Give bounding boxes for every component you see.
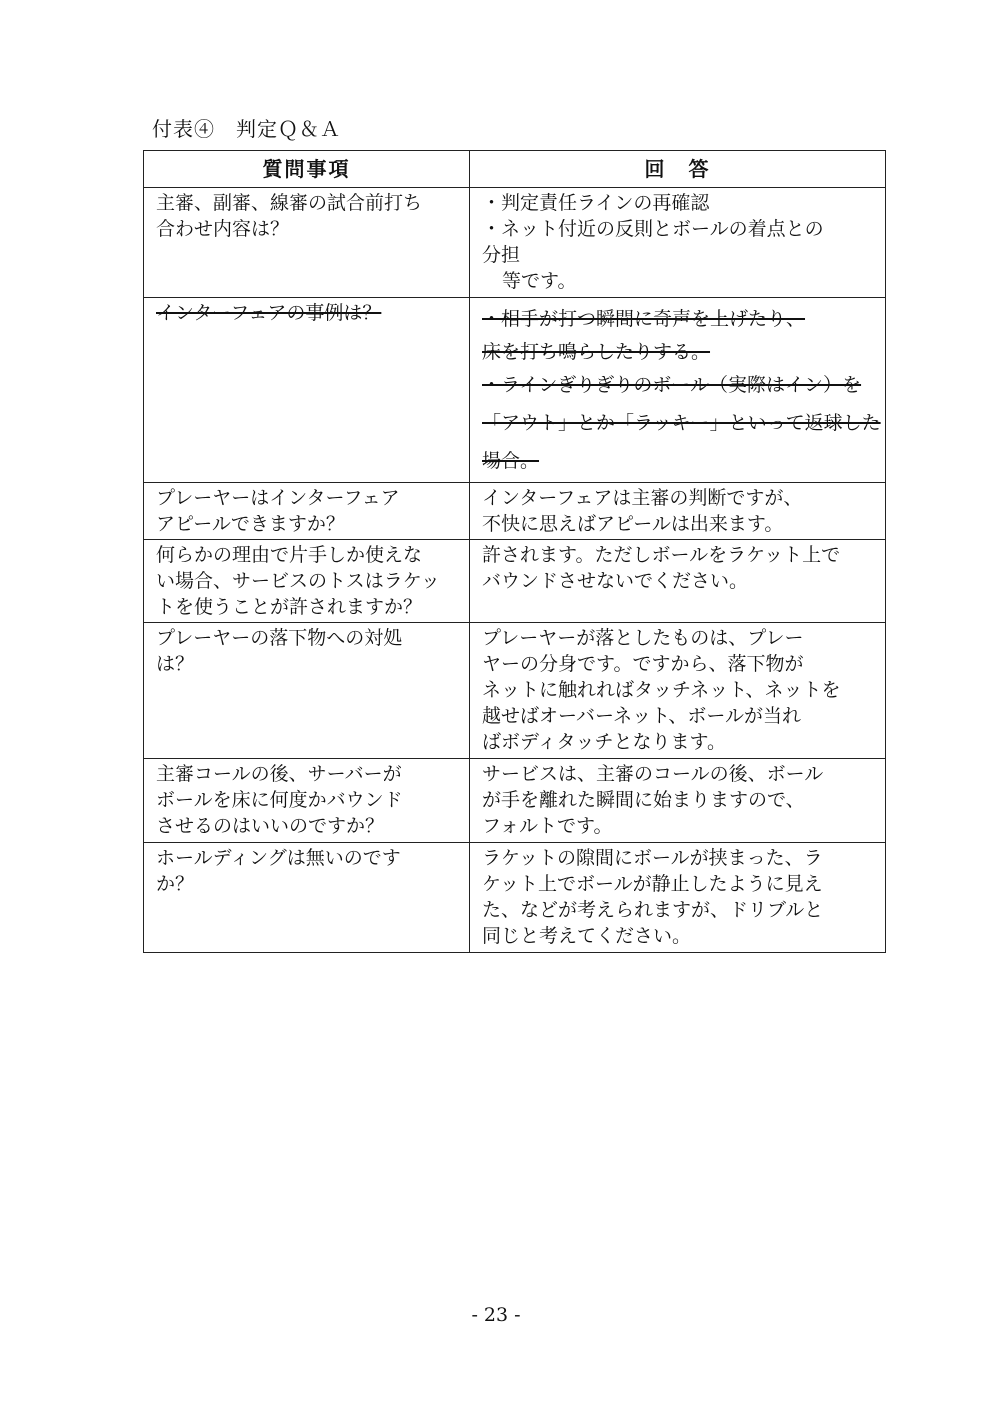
question-cell	[144, 483, 470, 540]
answer-line: インターフェアは主審の判断ですが、	[482, 487, 803, 509]
question-line: 合わせ内容は？	[156, 218, 290, 240]
answer-line: ・ネット付近の反則とボールの着点との	[482, 218, 824, 240]
question-line: させるのはいいのですか？	[156, 815, 385, 837]
answer-line: 分担	[482, 244, 521, 266]
question-line: ホールディングは無いのです	[156, 847, 401, 869]
table-row	[144, 483, 886, 540]
qa-table	[143, 150, 886, 953]
answer-line: が手を離れた瞬間に始まりますので、	[482, 789, 805, 811]
answer-line: ・相手が打つ瞬間に奇声を上げたり、	[482, 308, 806, 330]
question-line: トを使うことが許されますか？	[156, 596, 423, 618]
answer-line: バウンドさせないでください。	[482, 570, 749, 592]
question-line: インターフェアの事例は？	[156, 302, 382, 324]
header-answer: 回 答	[470, 151, 886, 188]
answer-cell	[470, 483, 886, 540]
question-line: プレーヤーはインターフェア	[156, 487, 400, 509]
table-row	[144, 623, 886, 759]
table-row	[144, 843, 886, 953]
answer-line: 床を打ち鳴らしたりする。	[482, 341, 711, 363]
answer-line: ばボディタッチとなります。	[482, 731, 726, 753]
question-cell	[144, 188, 470, 298]
table-row	[144, 759, 886, 843]
answer-cell	[470, 188, 886, 298]
page-number: - 23 -	[471, 1304, 521, 1326]
table-row	[144, 540, 886, 623]
question-cell	[144, 843, 470, 953]
answer-line: プレーヤーが落としたものは、プレー	[482, 627, 804, 649]
answer-line: 等です。	[502, 270, 577, 292]
header-question: 質問事項	[144, 151, 470, 188]
question-cell	[144, 759, 470, 843]
answer-line: 不快に思えばアピールは出来ます。	[482, 513, 784, 535]
answer-line: サービスは、主審のコールの後、ボール	[482, 763, 824, 785]
answer-line: 許されます。ただしボールをラケット上で	[482, 544, 841, 566]
question-cell	[144, 623, 470, 759]
answer-cell	[470, 623, 886, 759]
table-row-struck	[144, 298, 886, 483]
header-row	[144, 151, 886, 188]
question-line: プレーヤーの落下物への対処	[156, 627, 403, 649]
answer-line: 「アウト」とか「ラッキー」といって返球した	[482, 412, 881, 434]
question-line: アピールできますか？	[156, 513, 345, 535]
answer-line: 場合。	[482, 450, 540, 472]
answer-line: 同じと考えてください。	[482, 925, 692, 947]
question-cell	[144, 540, 470, 623]
table-row	[144, 188, 886, 298]
answer-cell	[470, 759, 886, 843]
answer-line: ケット上でボールが静止したように見え	[482, 873, 823, 895]
question-line: い場合、サービスのトスはラケッ	[156, 570, 440, 592]
question-line: か？	[156, 873, 195, 895]
question-line: 主審、副審、線審の試合前打ち	[156, 192, 423, 214]
answer-cell	[470, 843, 886, 953]
question-cell	[144, 298, 470, 483]
question-line: ボールを床に何度かバウンド	[156, 789, 403, 811]
question-line: 主審コールの後、サーバーが	[156, 763, 402, 785]
answer-line: ・判定責任ラインの再確認	[482, 192, 710, 214]
question-line: は？	[156, 653, 195, 675]
answer-cell	[470, 540, 886, 623]
table-caption: 付表④ 判定Ｑ＆Ａ	[152, 117, 341, 141]
answer-line: ・ラインぎりぎりのボール（実際はイン）を	[482, 374, 862, 396]
answer-line: ラケットの隙間にボールが挟まった、ラ	[482, 847, 823, 869]
answer-line: ネットに触れればタッチネット、ネットを	[482, 679, 841, 701]
question-line: 何らかの理由で片手しか使えな	[156, 544, 423, 566]
answer-line: 越せばオーバーネット、ボールが当れ	[482, 705, 802, 727]
answer-line: た、などが考えられますが、ドリブルと	[482, 899, 824, 921]
answer-cell	[470, 298, 886, 483]
answer-line: ヤーの分身です。ですから、落下物が	[482, 653, 804, 675]
answer-line: フォルトです。	[482, 815, 613, 837]
